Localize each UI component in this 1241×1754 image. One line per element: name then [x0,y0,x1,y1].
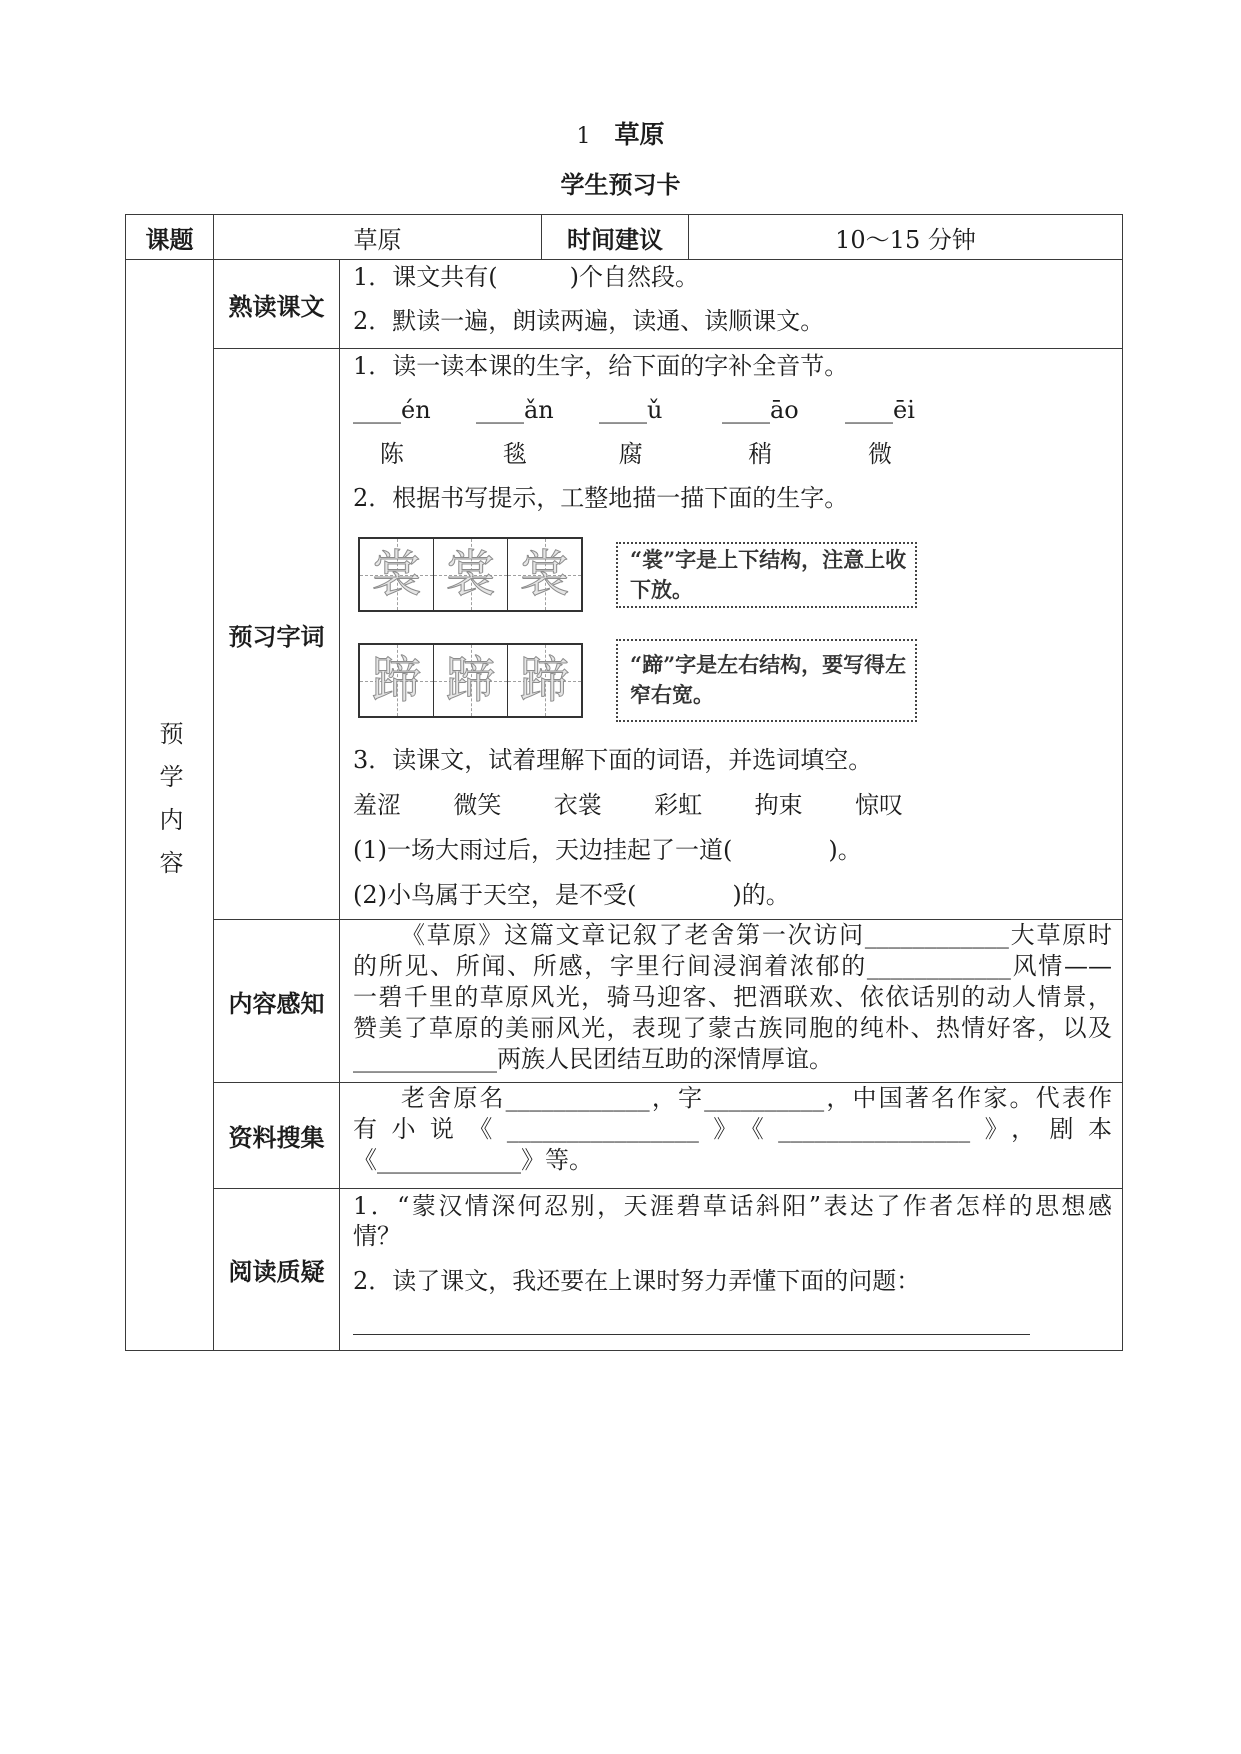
row-comprehension [126,920,1123,1083]
pinyin-character: 毯 [502,440,527,468]
writing-tip-box [616,639,917,722]
questions-label: 阅读质疑 [214,1189,340,1351]
lesson-number: 1 [576,124,591,149]
pinyin-syllable: ____āo [722,396,799,424]
comprehension-content [340,920,1123,1083]
page-title [0,119,1241,151]
pinyin-item [722,388,845,476]
research-content [340,1083,1123,1189]
reading-item: 1．课文共有( )个自然段。 [353,263,699,291]
pinyin-character: 稍 [748,440,773,468]
tracing-exercise [353,537,1112,718]
pinyin-item [599,388,722,476]
trace-character: 蹄 [445,651,496,709]
topic-value: 草原 [214,215,542,260]
pinyin-character: 陈 [379,440,404,468]
pinyin-item [353,388,476,476]
writing-tip-line: “裳”字是上下结构，注意上收 [630,546,907,572]
word-bank-item: 拘束 [754,791,803,819]
row-vocabulary [126,349,1123,920]
pinyin-exercise [353,388,1112,476]
vocabulary-question-3: 3．读课文，试着理解下面的词语，并选词填空。 [353,746,873,774]
pinyin-character: 腐 [618,440,643,468]
tracing-row [358,537,1112,612]
trace-character: 裳 [371,545,422,603]
trace-character: 裳 [445,545,496,603]
comprehension-label: 内容感知 [214,920,340,1083]
tracing-cell [508,539,581,610]
row-research [126,1083,1123,1189]
vocabulary-content [340,349,1123,920]
row-header [126,215,1123,260]
word-bank [353,783,1112,828]
fill-in-sentence: (1)一场大雨过后，天边挂起了一道( )。 [353,836,862,864]
reading-item: 2．默读一遍，朗读两遍，读通、读顺课文。 [353,307,825,335]
vocabulary-question-2: 2．根据书写提示，工整地描一描下面的生字。 [353,484,849,512]
paragraph-line: 有小说《________________》《________________》，剧本 [353,1115,1112,1143]
pinyin-syllable: ____ǎn [476,396,554,424]
vocabulary-label: 预习字词 [214,349,340,920]
card-title: 学生预习卡 [560,171,681,199]
word-bank-item: 衣裳 [553,791,602,819]
writing-tip-box [616,542,917,608]
paragraph-line: 老舍原名____________，字__________，中国著名作家。代表作 [401,1084,1112,1112]
paragraph-line: 的所见、所闻、所感，字里行间浸润着浓郁的____________风情—— [353,952,1112,980]
pinyin-syllable: ____ǔ [599,396,663,424]
tracing-cell [434,645,508,716]
word-bank-item: 微笑 [453,791,502,819]
tracing-row [358,643,1112,718]
tracing-cell [360,645,434,716]
vocabulary-question-1: 1．读一读本课的生字，给下面的字补全音节。 [353,352,849,380]
pinyin-character: 微 [867,440,892,468]
fill-in-sentence: (2)小鸟属于天空，是不受( )的。 [353,881,790,909]
research-label: 资料搜集 [214,1083,340,1189]
topic-label: 课题 [126,215,214,260]
trace-character: 裳 [519,545,570,603]
section-label-vertical: 预学内容 [155,721,183,893]
reading-content [340,260,1123,349]
tracing-cell [508,645,581,716]
time-label: 时间建议 [542,215,689,260]
lesson-title: 草原 [614,120,665,149]
row-reading [126,260,1123,349]
tracing-grid [358,643,583,718]
word-bank-item: 彩虹 [654,791,703,819]
preview-card-table [125,214,1123,1351]
pinyin-syllable: ____ēi [845,396,915,424]
question-1-line: 情？ [353,1222,401,1250]
writing-tip-line: “蹄”字是左右结构，要写得左 [630,652,907,677]
word-bank-item: 惊叹 [854,791,903,819]
paragraph-line: ____________两族人民团结互助的深情厚谊。 [353,1045,833,1073]
writing-tip-line: 窄右宽。 [630,682,714,707]
tracing-grid [358,537,583,612]
paragraph-line: 一碧千里的草原风光，骑马迎客、把酒联欢、依依话别的动人情景， [353,983,1112,1011]
paragraph-line: 《____________》等。 [353,1146,593,1174]
question-1-line: 1．“蒙汉情深何忍别，天涯碧草话斜阳”表达了作者怎样的思想感 [353,1192,1112,1220]
writing-tip-line: 下放。 [630,576,693,602]
row-questions [126,1189,1123,1351]
answer-line [353,1299,1030,1335]
time-value: 10～15 分钟 [689,215,1123,260]
word-bank-item: 羞涩 [353,791,401,819]
pinyin-item [476,388,599,476]
trace-character: 蹄 [519,651,570,709]
paragraph-line: 赞美了草原的美丽风光，表现了蒙古族同胞的纯朴、热情好客，以及 [353,1014,1112,1042]
tracing-cell [360,539,434,610]
tracing-cell [434,539,508,610]
questions-content [340,1189,1123,1351]
trace-character: 蹄 [371,651,422,709]
paragraph-line: 《草原》这篇文章记叙了老舍第一次访问____________大草原时 [401,921,1112,949]
pinyin-syllable: ____én [353,396,431,424]
reading-label: 熟读课文 [214,260,340,349]
question-2: 2．读了课文，我还要在上课时努力弄懂下面的问题： [353,1267,921,1295]
pinyin-item [845,388,968,476]
section-side-cell [126,260,214,1351]
